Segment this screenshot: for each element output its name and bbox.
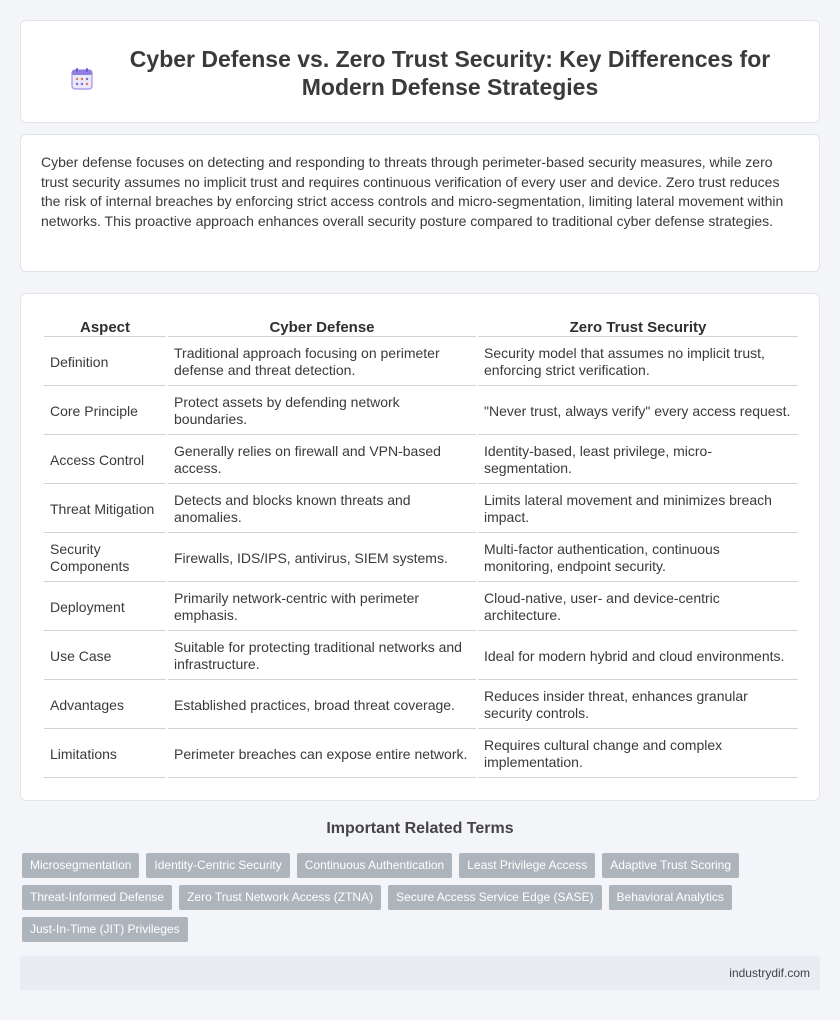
cyber-defense-cell: Firewalls, IDS/IPS, antivirus, SIEM systems. (168, 535, 476, 582)
cyber-defense-cell: Traditional approach focusing on perimeter defense and threat detection. (168, 339, 476, 386)
zero-trust-cell: Ideal for modern hybrid and cloud environments. (478, 633, 798, 680)
table-row (44, 388, 798, 435)
cyber-defense-cell: Generally relies on firewall and VPN-based access. (168, 437, 476, 484)
table-row (44, 584, 798, 631)
zero-trust-cell: Security model that assumes no implicit trust, enforcing strict verification. (478, 339, 798, 386)
aspect-cell: Threat Mitigation (44, 486, 166, 533)
aspect-cell: Deployment (44, 584, 166, 631)
cyber-defense-cell: Perimeter breaches can expose entire network. (168, 731, 476, 778)
related-term-tag[interactable]: Least Privilege Access (459, 853, 595, 878)
related-term-tag[interactable]: Adaptive Trust Scoring (602, 853, 739, 878)
related-term-tag[interactable]: Secure Access Service Edge (SASE) (388, 885, 601, 910)
aspect-cell: Core Principle (44, 388, 166, 435)
table-row (44, 339, 798, 386)
zero-trust-cell: Requires cultural change and complex implementation. (478, 731, 798, 778)
zero-trust-cell: Cloud-native, user- and device-centric architecture. (478, 584, 798, 631)
related-term-tag[interactable]: Zero Trust Network Access (ZTNA) (179, 885, 381, 910)
table-row (44, 486, 798, 533)
table-row (44, 633, 798, 680)
footer (20, 956, 820, 990)
aspect-cell: Use Case (44, 633, 166, 680)
related-terms-heading: Important Related Terms (326, 820, 514, 837)
comparison-card (20, 293, 820, 801)
header-zero-trust: Zero Trust Security (478, 315, 798, 337)
related-term-tag[interactable]: Threat-Informed Defense (22, 885, 172, 910)
zero-trust-cell: Reduces insider threat, enhances granular security controls. (478, 682, 798, 729)
comparison-table (42, 313, 800, 780)
aspect-cell: Access Control (44, 437, 166, 484)
header-aspect: Aspect (44, 315, 166, 337)
related-term-tag[interactable]: Behavioral Analytics (609, 885, 732, 910)
zero-trust-cell: Multi-factor authentication, continuous monitoring, endpoint security. (478, 535, 798, 582)
header-cyber-defense: Cyber Defense (168, 315, 476, 337)
zero-trust-cell: Limits lateral movement and minimizes breach impact. (478, 486, 798, 533)
page-title: Cyber Defense vs. Zero Trust Security: Key Differences for Modern Defense Strategies (129, 46, 771, 100)
cyber-defense-cell: Suitable for protecting traditional networks and infrastructure. (168, 633, 476, 680)
aspect-cell: Definition (44, 339, 166, 386)
related-terms-list (22, 853, 792, 942)
table-row (44, 535, 798, 582)
title-card (20, 20, 820, 123)
cyber-defense-cell: Primarily network-centric with perimeter emphasis. (168, 584, 476, 631)
table-row (44, 437, 798, 484)
aspect-cell: Advantages (44, 682, 166, 729)
aspect-cell: Security Components (44, 535, 166, 582)
cyber-defense-cell: Established practices, broad threat coverage. (168, 682, 476, 729)
table-row (44, 682, 798, 729)
cyber-defense-cell: Protect assets by defending network boundaries. (168, 388, 476, 435)
related-term-tag[interactable]: Identity-Centric Security (146, 853, 289, 878)
related-term-tag[interactable]: Continuous Authentication (297, 853, 452, 878)
table-row (44, 731, 798, 778)
related-term-tag[interactable]: Just-In-Time (JIT) Privileges (22, 917, 188, 942)
aspect-cell: Limitations (44, 731, 166, 778)
intro-paragraph: Cyber defense focuses on detecting and responding to threats through perimeter-based security measures, while zero trust security assumes no implicit trust and requires continuous verification of every user and device. Zero trust reduces the risk of internal breaches by enforcing strict access controls and micro-segmentation, limiting lateral movement within networks. This proactive approach enhances overall security posture compared to traditional cyber defense strategies. (41, 154, 784, 229)
footer-site-link[interactable]: industrydif.com (729, 966, 810, 980)
related-term-tag[interactable]: Microsegmentation (22, 853, 139, 878)
cyber-defense-cell: Detects and blocks known threats and anomalies. (168, 486, 476, 533)
zero-trust-cell: "Never trust, always verify" every access request. (478, 388, 798, 435)
intro-card (20, 134, 820, 272)
zero-trust-cell: Identity-based, least privilege, micro-segmentation. (478, 437, 798, 484)
table-header-row (44, 315, 798, 337)
